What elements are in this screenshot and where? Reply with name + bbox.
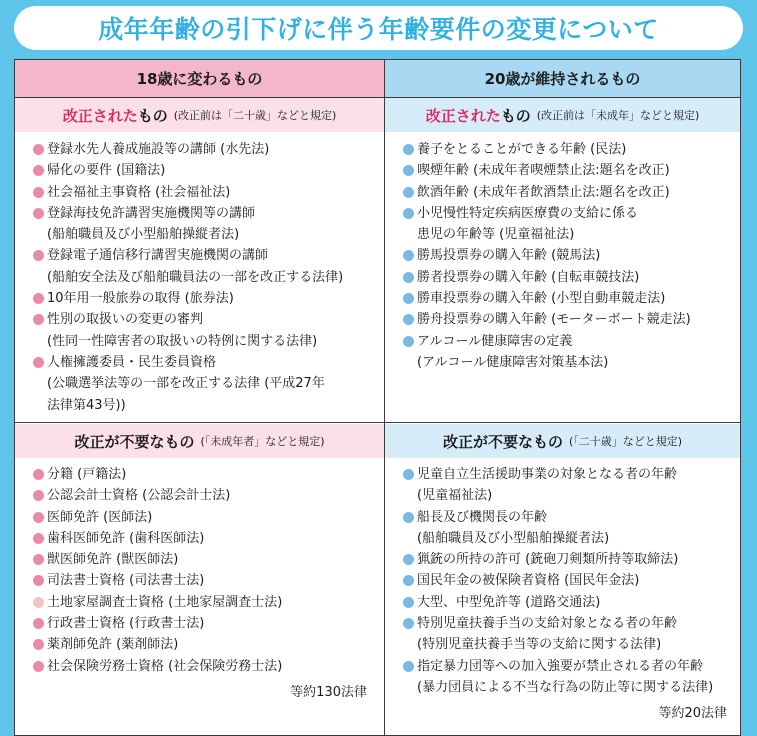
bullet-icon (403, 272, 414, 283)
item-subtext: (船舶職員及び小型船舶操縦者法) (47, 227, 240, 243)
item-text: 司法書士資格 (司法書士法) (47, 573, 205, 589)
bullet-icon (33, 618, 44, 629)
list-item (403, 549, 738, 570)
list-item (33, 160, 378, 181)
item-text: 公認会計士資格 (公認会計士法) (47, 488, 231, 504)
bullet-icon (403, 469, 414, 480)
item-text: 社会福祉主事資格 (社会福祉法) (47, 184, 231, 200)
list-item (33, 592, 378, 613)
list-item (403, 331, 738, 374)
right-amended-list (403, 139, 738, 373)
left-amended-title-red: 改正された (62, 106, 138, 125)
item-text: 特別児童扶養手当の支給対象となる者の年齢 (417, 616, 678, 632)
list-item (403, 613, 738, 656)
item-text: 勝者投票券の購入年齢 (自転車競技法) (417, 269, 640, 285)
bullet-icon (33, 639, 44, 650)
list-item (403, 245, 738, 266)
bullet-icon (33, 554, 44, 565)
list-item (403, 139, 738, 160)
item-subtext: (アルコール健康障害対策基本法) (417, 354, 609, 370)
left-unchanged-list (33, 464, 378, 677)
bullet-icon (33, 512, 44, 523)
item-text: 薬剤師免許 (薬剤師法) (47, 637, 179, 653)
right-law-count: 等約20法律 (658, 706, 727, 721)
left-amended-heading (15, 98, 384, 132)
item-text: 歯科医師免許 (歯科医師法) (47, 530, 205, 546)
item-subtext: 患児の年齢等 (児童福祉法) (417, 227, 575, 243)
list-item (33, 245, 378, 288)
list-item (33, 352, 378, 416)
item-subtext: (公職選挙法等の一部を改正する法律 (平成27年 (47, 376, 325, 392)
bullet-icon (33, 533, 44, 544)
left-law-count: 等約130法律 (290, 685, 367, 700)
item-text: 分籍 (戸籍法) (47, 467, 127, 482)
bullet-icon (403, 618, 414, 629)
bullet-icon (33, 208, 44, 219)
left-unchanged-title: 改正が不要なもの (74, 432, 195, 451)
comparison-table (14, 59, 741, 736)
bullet-icon (33, 144, 44, 155)
left-amended-list (33, 139, 378, 416)
list-item (403, 203, 738, 246)
left-amended-note: (改正前は「二十歳」などと規定) (173, 109, 337, 122)
right-unchanged-note: (「二十歳」などと規定) (568, 435, 683, 448)
item-text: 喫煙年齢 (未成年者喫煙禁止法:題名を改正) (417, 163, 670, 179)
item-text: 登録水先人養成施設等の講師 (水先法) (47, 142, 270, 157)
list-item (33, 656, 378, 677)
list-item (403, 160, 738, 181)
list-item (403, 182, 738, 203)
right-amended-title-red: 改正された (425, 106, 501, 125)
item-text: 登録海技免許講習実施機関等の講師 (47, 205, 256, 221)
bullet-icon (33, 357, 44, 368)
bullet-icon (403, 554, 414, 565)
bullet-icon (403, 575, 414, 586)
list-item (33, 507, 378, 528)
bullet-icon (33, 165, 44, 176)
left-amended-title (63, 105, 168, 126)
item-subtext: (性同一性障害者の取扱いの特例に関する法律) (47, 333, 318, 349)
item-text: 指定暴力団等への加入強要が禁止される者の年齢 (417, 658, 704, 674)
bullet-icon (33, 597, 44, 608)
item-text: 勝馬投票券の購入年齢 (競馬法) (417, 248, 601, 264)
bullet-icon (33, 575, 44, 586)
left-column-header: 18歳に変わるもの (15, 60, 384, 98)
list-item (403, 288, 738, 309)
item-subtext: (船舶職員及び小型船舶操縦者法) (417, 530, 610, 546)
bullet-icon (403, 314, 414, 325)
list-item (403, 507, 738, 550)
list-item (33, 549, 378, 570)
right-amended-note: (改正前は「未成年」などと規定) (536, 109, 700, 122)
right-unchanged-title: 改正が不要なもの (442, 432, 563, 451)
bullet-icon (403, 144, 414, 155)
right-amended-title (426, 105, 531, 126)
column-divider (384, 60, 385, 735)
item-subtext: (暴力団員による不当な行為の防止等に関する法律) (417, 679, 714, 695)
item-subtext: 法律第43号)) (47, 397, 126, 413)
item-subtext: (特別児童扶養手当等の支給に関する法律) (417, 637, 662, 653)
item-text: 小児慢性特定疾病医療費の支給に係る (417, 205, 639, 221)
bullet-icon (33, 469, 44, 480)
bullet-icon (403, 293, 414, 304)
item-text: 飲酒年齢 (未成年者飲酒禁止法:題名を改正) (417, 184, 670, 200)
item-subtext: (船舶安全法及び船舶職員法の一部を改正する法律) (47, 269, 344, 285)
list-item (403, 267, 738, 288)
list-item (33, 485, 378, 506)
bullet-icon (33, 187, 44, 198)
left-unchanged-note: (「未成年者」などと規定) (200, 435, 325, 448)
item-text: 行政書士資格 (行政書士法) (47, 616, 205, 632)
list-item (33, 613, 378, 634)
item-text: 帰化の要件 (国籍法) (47, 163, 166, 179)
list-item (33, 288, 378, 309)
list-item (403, 592, 738, 613)
bullet-icon (33, 661, 44, 672)
item-text: 登録電子通信移行講習実施機関の講師 (47, 248, 269, 264)
list-item (33, 570, 378, 591)
list-item (403, 656, 738, 699)
bullet-icon (33, 314, 44, 325)
list-item (33, 634, 378, 655)
bullet-icon (403, 187, 414, 198)
right-unchanged-heading (385, 424, 740, 458)
bullet-icon (403, 208, 414, 219)
item-subtext: (児童福祉法) (417, 488, 493, 504)
list-item (403, 309, 738, 330)
list-item (33, 464, 378, 485)
bullet-icon (403, 250, 414, 261)
bullet-icon (403, 336, 414, 347)
left-unchanged-heading (15, 424, 384, 458)
list-item (33, 182, 378, 203)
right-unchanged-list (403, 464, 738, 698)
list-item (33, 139, 378, 160)
bullet-icon (403, 597, 414, 608)
item-text: 人権擁護委員・民生委員資格 (47, 354, 217, 370)
right-amended-heading (385, 98, 740, 132)
item-text: 猟銃の所持の許可 (銃砲刀剣類所持等取締法) (417, 552, 679, 568)
item-text: 児童自立生活援助事業の対象となる者の年齢 (417, 467, 678, 482)
item-text: アルコール健康障害の定義 (417, 333, 573, 349)
list-item (33, 203, 378, 246)
item-text: 大型、中型免許等 (道路交通法) (417, 594, 601, 610)
left-amended-title-rest: もの (137, 106, 168, 125)
item-text: 国民年金の被保険者資格 (国民年金法) (417, 573, 640, 589)
row-divider (15, 422, 740, 423)
item-text: 船長及び機関長の年齢 (417, 509, 548, 525)
bullet-icon (403, 661, 414, 672)
bullet-icon (33, 490, 44, 501)
item-text: 土地家屋調査士資格 (土地家屋調査士法) (47, 594, 283, 610)
right-column-header: 20歳が維持されるもの (385, 60, 740, 98)
list-item (403, 570, 738, 591)
item-text: 10年用一般旅券の取得 (旅券法) (47, 291, 234, 307)
list-item (33, 309, 378, 352)
item-text: 勝車投票券の購入年齢 (小型自動車競走法) (417, 291, 666, 307)
list-item (33, 528, 378, 549)
bullet-icon (33, 293, 44, 304)
item-text: 勝舟投票券の購入年齢 (モーターボート競走法) (417, 312, 691, 328)
title-bar (14, 6, 743, 50)
item-text: 性別の取扱いの変更の審判 (47, 312, 204, 328)
page-title: 成年年齢の引下げに伴う年齢要件の変更について (98, 15, 659, 44)
bullet-icon (33, 250, 44, 261)
list-item (403, 464, 738, 507)
bullet-icon (403, 512, 414, 523)
item-text: 養子をとることができる年齢 (民法) (417, 142, 627, 157)
bullet-icon (403, 165, 414, 176)
item-text: 医師免許 (医師法) (47, 509, 153, 525)
item-text: 獣医師免許 (獣医師法) (47, 552, 179, 568)
right-amended-title-rest: もの (500, 106, 531, 125)
item-text: 社会保険労務士資格 (社会保険労務士法) (47, 658, 283, 674)
